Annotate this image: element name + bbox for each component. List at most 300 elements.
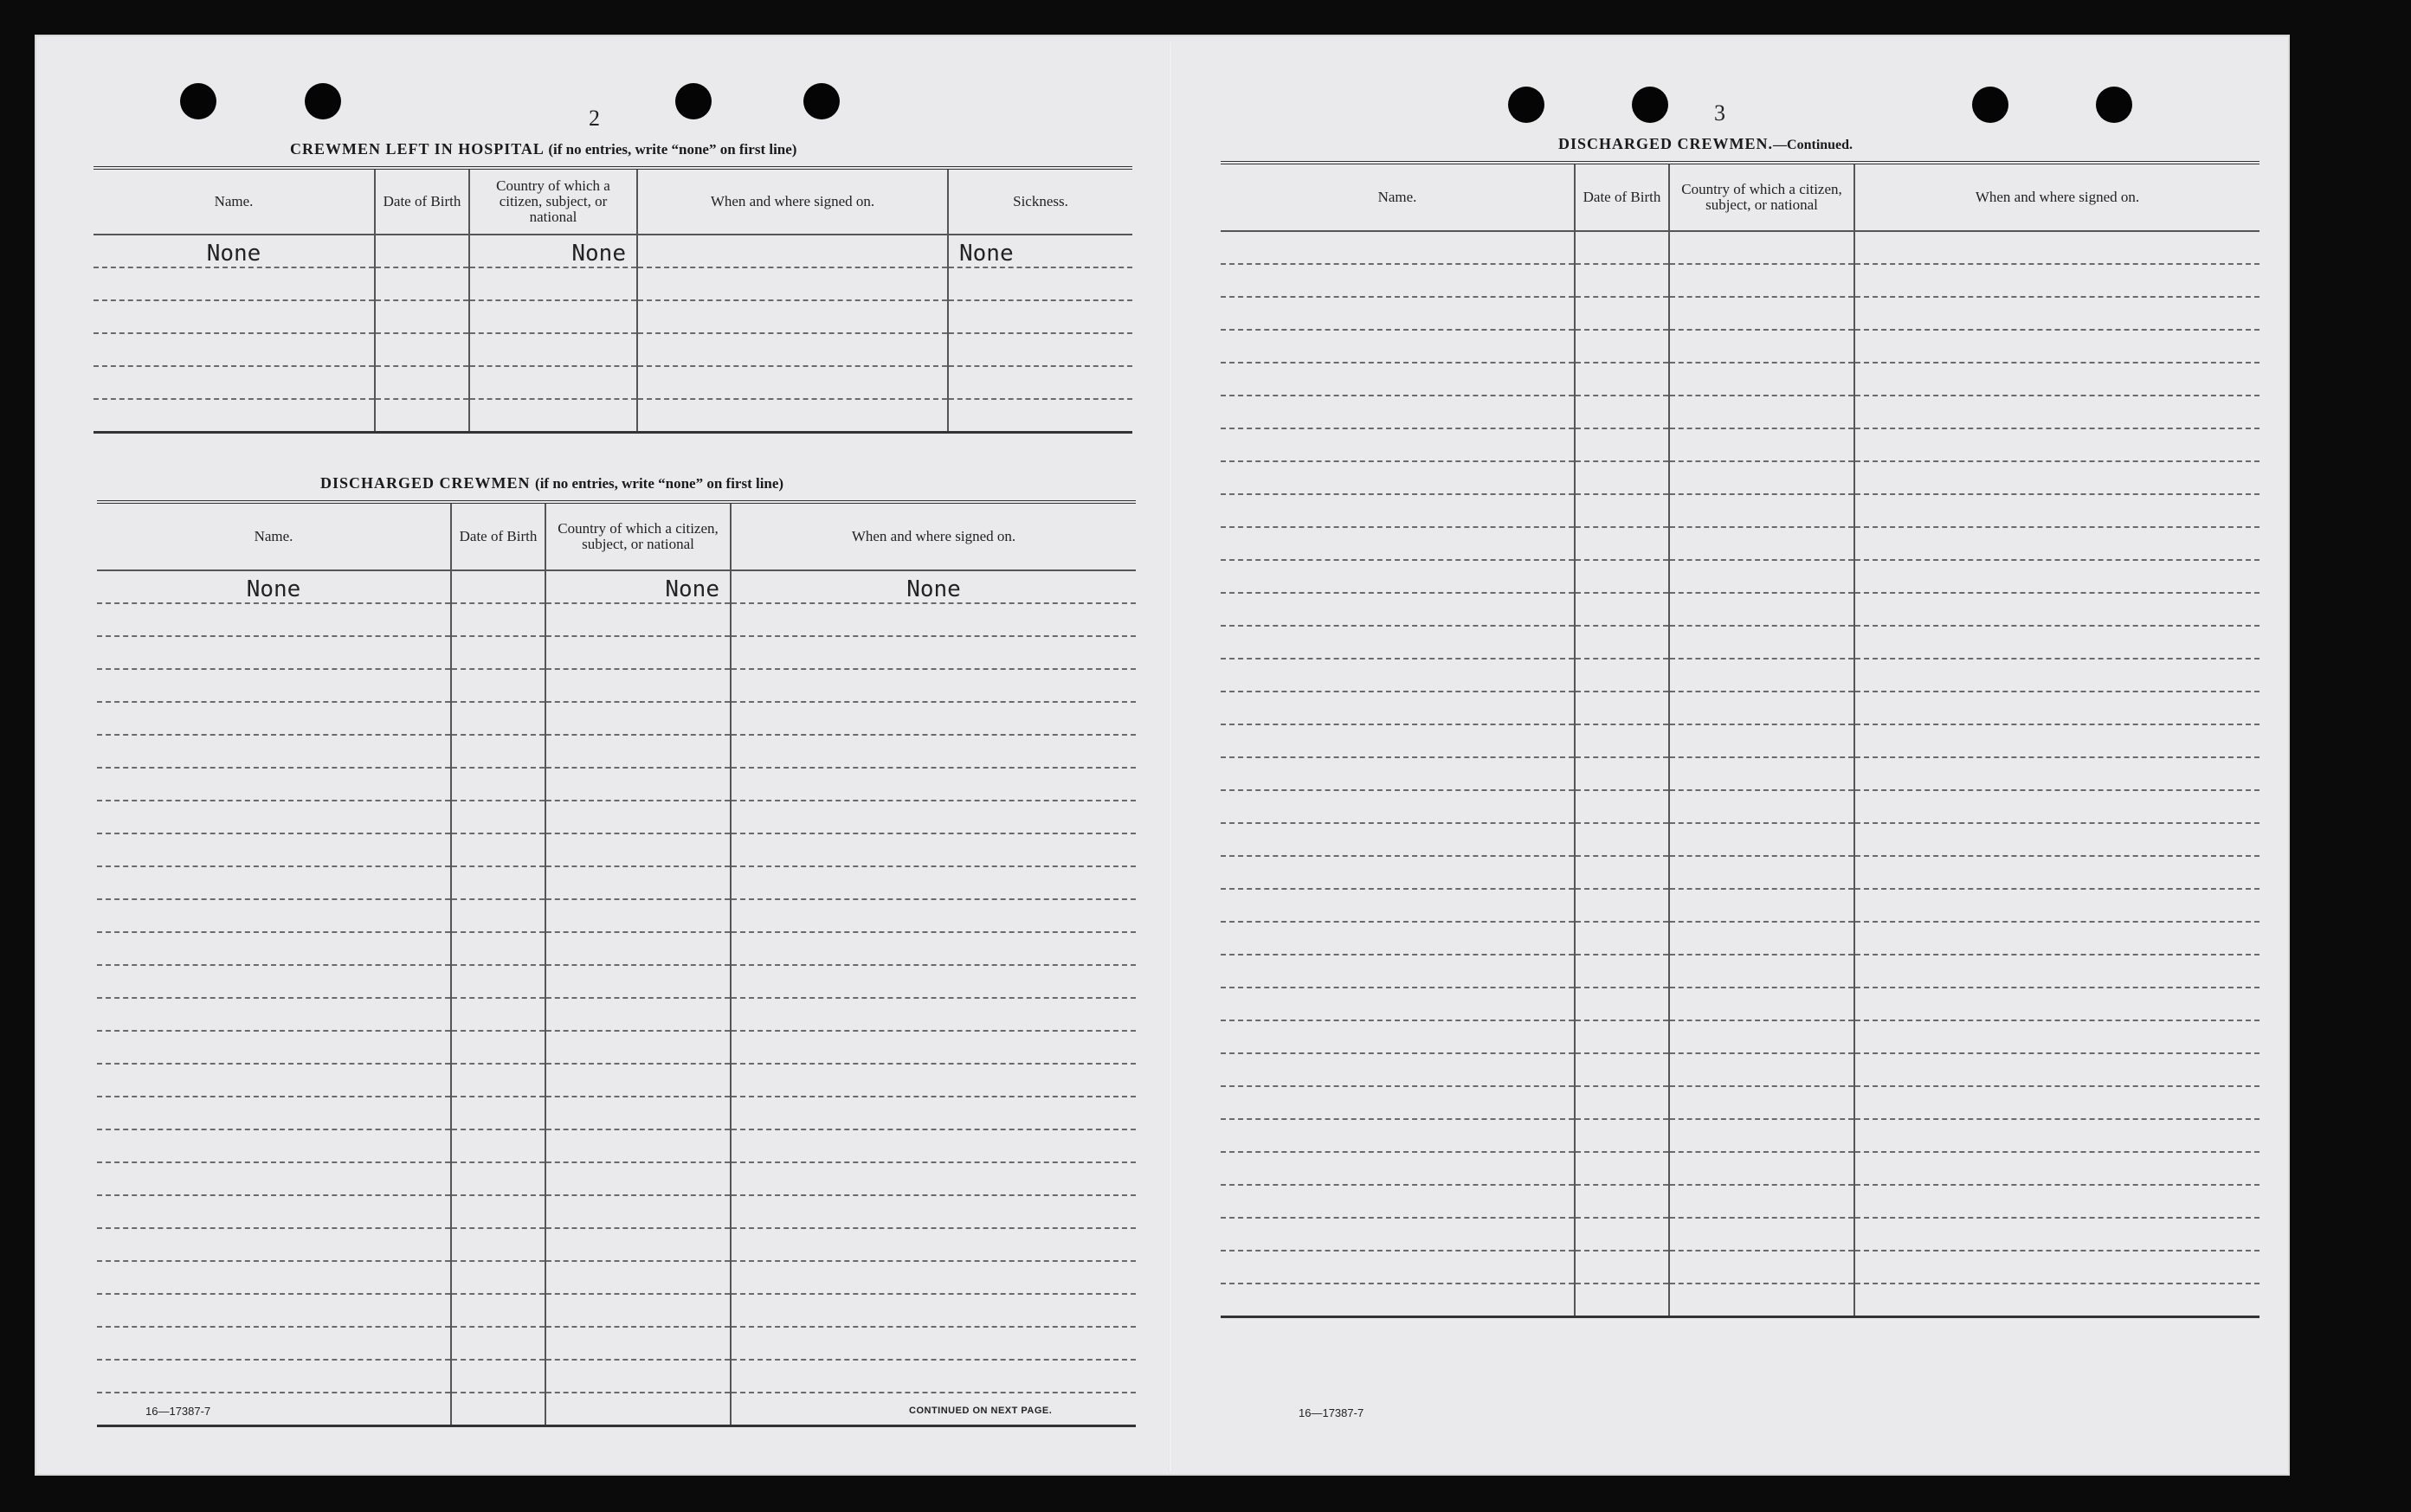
- table-cell: [1575, 494, 1669, 527]
- table-cell: [545, 636, 731, 669]
- discharged-heading-instruction: (if no entries, write “none” on first line): [535, 475, 784, 492]
- table-cell: [1221, 264, 1575, 297]
- table-cell: [97, 1064, 451, 1097]
- table-cell: [1575, 1284, 1669, 1317]
- table-cell: [1854, 330, 2260, 363]
- table-row: [1221, 790, 2260, 823]
- table-row: [1221, 1185, 2260, 1218]
- table-cell: [1221, 955, 1575, 988]
- table-cell: [1854, 659, 2260, 692]
- table-row: [97, 570, 1136, 603]
- table-cell: [1854, 527, 2260, 560]
- table-cell: [1854, 988, 2260, 1020]
- cell-name: None: [97, 570, 451, 603]
- table-row: [1221, 988, 2260, 1020]
- table-cell: [1221, 396, 1575, 428]
- table-cell: [1669, 659, 1854, 692]
- table-row: [1221, 1284, 2260, 1317]
- table-cell: [1575, 1251, 1669, 1284]
- table-cell: [97, 603, 451, 636]
- table-cell: [97, 965, 451, 998]
- table-cell: [1221, 1218, 1575, 1251]
- table-cell: [97, 1360, 451, 1393]
- table-cell: [1575, 988, 1669, 1020]
- table-cell: [1669, 297, 1854, 330]
- table-cell: [731, 1097, 1136, 1129]
- table-cell: [1854, 593, 2260, 626]
- table-row: [1221, 1020, 2260, 1053]
- table-cell: [451, 899, 545, 932]
- table-cell: [451, 998, 545, 1031]
- table-row: [97, 1031, 1136, 1064]
- table-row: [93, 235, 1132, 267]
- table-cell: [97, 768, 451, 801]
- punch-hole: [675, 83, 712, 119]
- table-cell: [1221, 1119, 1575, 1152]
- table-cell: [1221, 297, 1575, 330]
- col-signed-on: When and where signed on.: [637, 168, 948, 235]
- table-cell: [1854, 626, 2260, 659]
- table-cell: [1575, 593, 1669, 626]
- col-country: Country of which a citizen, subject, or national: [545, 502, 731, 570]
- table-cell: [97, 866, 451, 899]
- col-date-of-birth: Date of Birth: [375, 168, 469, 235]
- table-cell: [731, 1294, 1136, 1327]
- table-cell: [1575, 692, 1669, 724]
- table-row: [1221, 757, 2260, 790]
- discharged-heading: [320, 474, 783, 492]
- table-cell: [1221, 692, 1575, 724]
- table-cell: [545, 1393, 731, 1426]
- table-row: [1221, 626, 2260, 659]
- table-cell: [1575, 231, 1669, 264]
- table-cell: [1669, 856, 1854, 889]
- col-country: Country of which a citizen, subject, or national: [469, 168, 637, 235]
- table-cell: [1669, 330, 1854, 363]
- cell-sickness: None: [948, 235, 1132, 267]
- table-cell: [1854, 461, 2260, 494]
- table-cell: [1575, 330, 1669, 363]
- table-cell: [451, 1097, 545, 1129]
- punch-hole: [803, 83, 840, 119]
- table-cell: [1854, 264, 2260, 297]
- table-cell: [731, 1195, 1136, 1228]
- punch-hole: [305, 83, 341, 119]
- form-number: 16—17387-7: [145, 1405, 211, 1418]
- col-country: Country of which a citizen, subject, or national: [1669, 163, 1854, 231]
- table-cell: [451, 702, 545, 735]
- table-cell: [545, 833, 731, 866]
- table-cell: [97, 899, 451, 932]
- table-cell: [1669, 231, 1854, 264]
- table-row: [97, 702, 1136, 735]
- table-cell: [545, 1360, 731, 1393]
- table-cell: [545, 1294, 731, 1327]
- table-cell: [97, 1195, 451, 1228]
- table-cell: [731, 833, 1136, 866]
- table-cell: [731, 1327, 1136, 1360]
- table-row: [97, 965, 1136, 998]
- discharged-heading-title: DISCHARGED CREWMEN: [320, 474, 531, 492]
- table-cell: [1221, 922, 1575, 955]
- form-number: 16—17387-7: [1299, 1406, 1364, 1419]
- table-row: [97, 1360, 1136, 1393]
- table-cell: [1221, 724, 1575, 757]
- table-cell: [545, 899, 731, 932]
- table-cell: [545, 1129, 731, 1162]
- table-cell: [1221, 856, 1575, 889]
- table-cell: [451, 932, 545, 965]
- table-row: [97, 603, 1136, 636]
- table-cell: [1221, 659, 1575, 692]
- table-cell: [731, 1228, 1136, 1261]
- table-cell: [1854, 1251, 2260, 1284]
- table-cell: [1669, 428, 1854, 461]
- page-number: 3: [1714, 100, 1725, 125]
- table-cell: [1669, 1218, 1854, 1251]
- table-row: [1221, 330, 2260, 363]
- table-cell: [97, 1228, 451, 1261]
- table-cell: [731, 965, 1136, 998]
- table-row: [97, 1294, 1136, 1327]
- table-cell: [731, 1064, 1136, 1097]
- table-cell: [1221, 231, 1575, 264]
- table-cell: [97, 1129, 451, 1162]
- table-cell: [97, 669, 451, 702]
- table-cell: [1854, 889, 2260, 922]
- table-row: [97, 669, 1136, 702]
- table-cell: [545, 669, 731, 702]
- table-cell: [731, 1031, 1136, 1064]
- table-cell: [97, 1294, 451, 1327]
- col-date-of-birth: Date of Birth: [1575, 163, 1669, 231]
- table-cell: [1575, 626, 1669, 659]
- table-cell: [1575, 659, 1669, 692]
- table-cell: [1854, 823, 2260, 856]
- table-cell: [97, 801, 451, 833]
- table-row: [97, 1097, 1136, 1129]
- discharged-continued-title: DISCHARGED CREWMEN.: [1558, 135, 1774, 152]
- right-page: [1182, 35, 2290, 1476]
- table-cell: [1221, 889, 1575, 922]
- document-sheet: [35, 35, 2290, 1476]
- table-cell: [731, 669, 1136, 702]
- table-cell: [1854, 494, 2260, 527]
- table-cell: [1669, 988, 1854, 1020]
- table-cell: [1221, 988, 1575, 1020]
- discharged-continued-table: [1221, 161, 2260, 1318]
- col-name: Name.: [1221, 163, 1575, 231]
- table-row: [97, 636, 1136, 669]
- table-cell: [1669, 823, 1854, 856]
- table-cell: [97, 1327, 451, 1360]
- table-cell: [451, 636, 545, 669]
- cell-signed-on: [637, 235, 948, 267]
- table-cell: [1854, 231, 2260, 264]
- table-cell: [731, 998, 1136, 1031]
- hospital-heading-instruction: (if no entries, write “none” on first line): [548, 141, 797, 158]
- table-cell: [545, 768, 731, 801]
- table-cell: [1669, 626, 1854, 659]
- table-cell: [1575, 1119, 1669, 1152]
- table-row: [97, 1162, 1136, 1195]
- table-cell: [451, 866, 545, 899]
- table-cell: [97, 833, 451, 866]
- table-cell: [545, 1031, 731, 1064]
- table-cell: [451, 1129, 545, 1162]
- table-cell: [451, 768, 545, 801]
- hospital-table: [93, 166, 1132, 434]
- table-cell: [545, 1261, 731, 1294]
- table-cell: [1669, 692, 1854, 724]
- table-cell: [97, 636, 451, 669]
- table-cell: [731, 866, 1136, 899]
- table-row: [97, 833, 1136, 866]
- table-cell: [1221, 1020, 1575, 1053]
- table-cell: [451, 669, 545, 702]
- table-cell: [1669, 724, 1854, 757]
- table-cell: [1854, 1053, 2260, 1086]
- table-cell: [1669, 922, 1854, 955]
- cell-dob: [375, 235, 469, 267]
- table-row: [93, 300, 1132, 333]
- table-cell: [731, 932, 1136, 965]
- table-row: [1221, 396, 2260, 428]
- table-cell: [1221, 1152, 1575, 1185]
- table-cell: [1221, 461, 1575, 494]
- table-cell: [1854, 1020, 2260, 1053]
- table-cell: [1854, 1185, 2260, 1218]
- table-cell: [451, 603, 545, 636]
- table-cell: [1221, 593, 1575, 626]
- table-cell: [97, 1162, 451, 1195]
- table-cell: [1854, 428, 2260, 461]
- table-cell: [451, 1294, 545, 1327]
- table-row: [1221, 889, 2260, 922]
- table-cell: [1221, 626, 1575, 659]
- table-cell: [1669, 1251, 1854, 1284]
- table-row: [1221, 527, 2260, 560]
- table-cell: [1854, 856, 2260, 889]
- continued-suffix: —Continued.: [1773, 138, 1853, 152]
- table-row: [1221, 692, 2260, 724]
- table-cell: [1221, 428, 1575, 461]
- table-cell: [1669, 1185, 1854, 1218]
- punch-hole: [1632, 87, 1668, 123]
- table-cell: [1575, 922, 1669, 955]
- table-row: [97, 1195, 1136, 1228]
- table-cell: [1854, 922, 2260, 955]
- col-date-of-birth: Date of Birth: [451, 502, 545, 570]
- table-cell: [451, 833, 545, 866]
- table-cell: [545, 998, 731, 1031]
- table-cell: [1575, 889, 1669, 922]
- table-cell: [97, 702, 451, 735]
- table-cell: [1669, 461, 1854, 494]
- table-cell: [451, 801, 545, 833]
- table-cell: [1221, 1284, 1575, 1317]
- table-row: [1221, 1086, 2260, 1119]
- cell-name: None: [93, 235, 375, 267]
- table-cell: [1575, 724, 1669, 757]
- table-cell: [1854, 1218, 2260, 1251]
- table-cell: [1221, 1185, 1575, 1218]
- table-cell: [1669, 1152, 1854, 1185]
- table-cell: [545, 866, 731, 899]
- table-cell: [1575, 396, 1669, 428]
- table-cell: [1854, 363, 2260, 396]
- table-cell: [545, 1327, 731, 1360]
- table-cell: [1575, 264, 1669, 297]
- table-cell: [451, 965, 545, 998]
- table-row: [1221, 428, 2260, 461]
- table-cell: [545, 702, 731, 735]
- table-cell: [545, 735, 731, 768]
- page-number: 2: [589, 106, 600, 131]
- table-cell: [1669, 527, 1854, 560]
- table-cell: [1221, 1053, 1575, 1086]
- punch-hole: [1508, 87, 1544, 123]
- table-cell: [731, 1162, 1136, 1195]
- table-cell: [1669, 560, 1854, 593]
- table-cell: [545, 1162, 731, 1195]
- table-row: [1221, 264, 2260, 297]
- table-cell: [1575, 1152, 1669, 1185]
- punch-hole: [180, 83, 216, 119]
- table-row: [97, 768, 1136, 801]
- cell-country: None: [545, 570, 731, 603]
- table-cell: [1854, 757, 2260, 790]
- table-cell: [1221, 527, 1575, 560]
- table-cell: [1575, 428, 1669, 461]
- table-cell: [1221, 363, 1575, 396]
- table-cell: [1854, 396, 2260, 428]
- table-row: [97, 735, 1136, 768]
- punch-hole: [2096, 87, 2132, 123]
- table-cell: [1575, 560, 1669, 593]
- table-cell: [731, 1360, 1136, 1393]
- table-cell: [1221, 1251, 1575, 1284]
- table-cell: [1669, 1119, 1854, 1152]
- table-row: [1221, 1251, 2260, 1284]
- table-cell: [1669, 1086, 1854, 1119]
- table-cell: [1854, 790, 2260, 823]
- table-row: [1221, 724, 2260, 757]
- table-cell: [545, 801, 731, 833]
- table-row: [93, 399, 1132, 433]
- table-row: [97, 1129, 1136, 1162]
- table-cell: [545, 932, 731, 965]
- table-cell: [1221, 494, 1575, 527]
- table-cell: [1669, 955, 1854, 988]
- col-name: Name.: [93, 168, 375, 235]
- table-row: [97, 801, 1136, 833]
- table-cell: [1669, 757, 1854, 790]
- table-row: [93, 267, 1132, 300]
- table-cell: [1854, 955, 2260, 988]
- table-row: [1221, 1218, 2260, 1251]
- col-sickness: Sickness.: [948, 168, 1132, 235]
- table-cell: [1221, 823, 1575, 856]
- table-row: [1221, 1053, 2260, 1086]
- table-cell: [545, 603, 731, 636]
- discharged-table: [97, 500, 1136, 1427]
- table-cell: [1854, 1119, 2260, 1152]
- table-cell: [1669, 264, 1854, 297]
- table-row: [97, 1064, 1136, 1097]
- table-cell: [451, 1228, 545, 1261]
- table-row: [1221, 856, 2260, 889]
- table-cell: [1669, 494, 1854, 527]
- table-cell: [1221, 560, 1575, 593]
- page-fold: [1169, 43, 1172, 1471]
- table-cell: [1575, 1053, 1669, 1086]
- table-cell: [545, 1195, 731, 1228]
- table-cell: [1854, 1152, 2260, 1185]
- table-cell: [451, 1162, 545, 1195]
- table-cell: [97, 1097, 451, 1129]
- left-page: [35, 35, 1169, 1476]
- table-cell: [1854, 1284, 2260, 1317]
- table-cell: [97, 998, 451, 1031]
- discharged-continued-heading: [1558, 135, 1853, 153]
- table-row: [97, 998, 1136, 1031]
- table-row: [1221, 560, 2260, 593]
- table-cell: [1221, 757, 1575, 790]
- table-cell: [451, 1393, 545, 1426]
- table-cell: [1575, 461, 1669, 494]
- table-cell: [731, 899, 1136, 932]
- table-row: [97, 932, 1136, 965]
- hospital-heading-title: CREWMEN LEFT IN HOSPITAL: [290, 140, 544, 158]
- table-cell: [1221, 330, 1575, 363]
- col-signed-on: When and where signed on.: [1854, 163, 2260, 231]
- table-row: [1221, 659, 2260, 692]
- table-row: [1221, 1152, 2260, 1185]
- table-cell: [97, 735, 451, 768]
- table-cell: [731, 636, 1136, 669]
- table-cell: [451, 1261, 545, 1294]
- table-row: [1221, 955, 2260, 988]
- table-row: [93, 366, 1132, 399]
- table-cell: [731, 801, 1136, 833]
- table-cell: [451, 735, 545, 768]
- table-row: [97, 899, 1136, 932]
- table-cell: [1669, 396, 1854, 428]
- table-cell: [1575, 1218, 1669, 1251]
- table-cell: [1669, 1284, 1854, 1317]
- table-cell: [1854, 297, 2260, 330]
- table-cell: [451, 1327, 545, 1360]
- table-cell: [1669, 363, 1854, 396]
- table-cell: [1854, 692, 2260, 724]
- table-cell: [1854, 724, 2260, 757]
- table-cell: [1221, 1086, 1575, 1119]
- cell-dob: [451, 570, 545, 603]
- table-row: [1221, 1119, 2260, 1152]
- table-cell: [1575, 527, 1669, 560]
- col-name: Name.: [97, 502, 451, 570]
- table-cell: [731, 1261, 1136, 1294]
- table-row: [1221, 363, 2260, 396]
- table-row: [97, 866, 1136, 899]
- cell-signed-on: None: [731, 570, 1136, 603]
- table-cell: [545, 965, 731, 998]
- table-row: [97, 1228, 1136, 1261]
- table-row: [1221, 823, 2260, 856]
- table-cell: [1575, 297, 1669, 330]
- table-row: [1221, 461, 2260, 494]
